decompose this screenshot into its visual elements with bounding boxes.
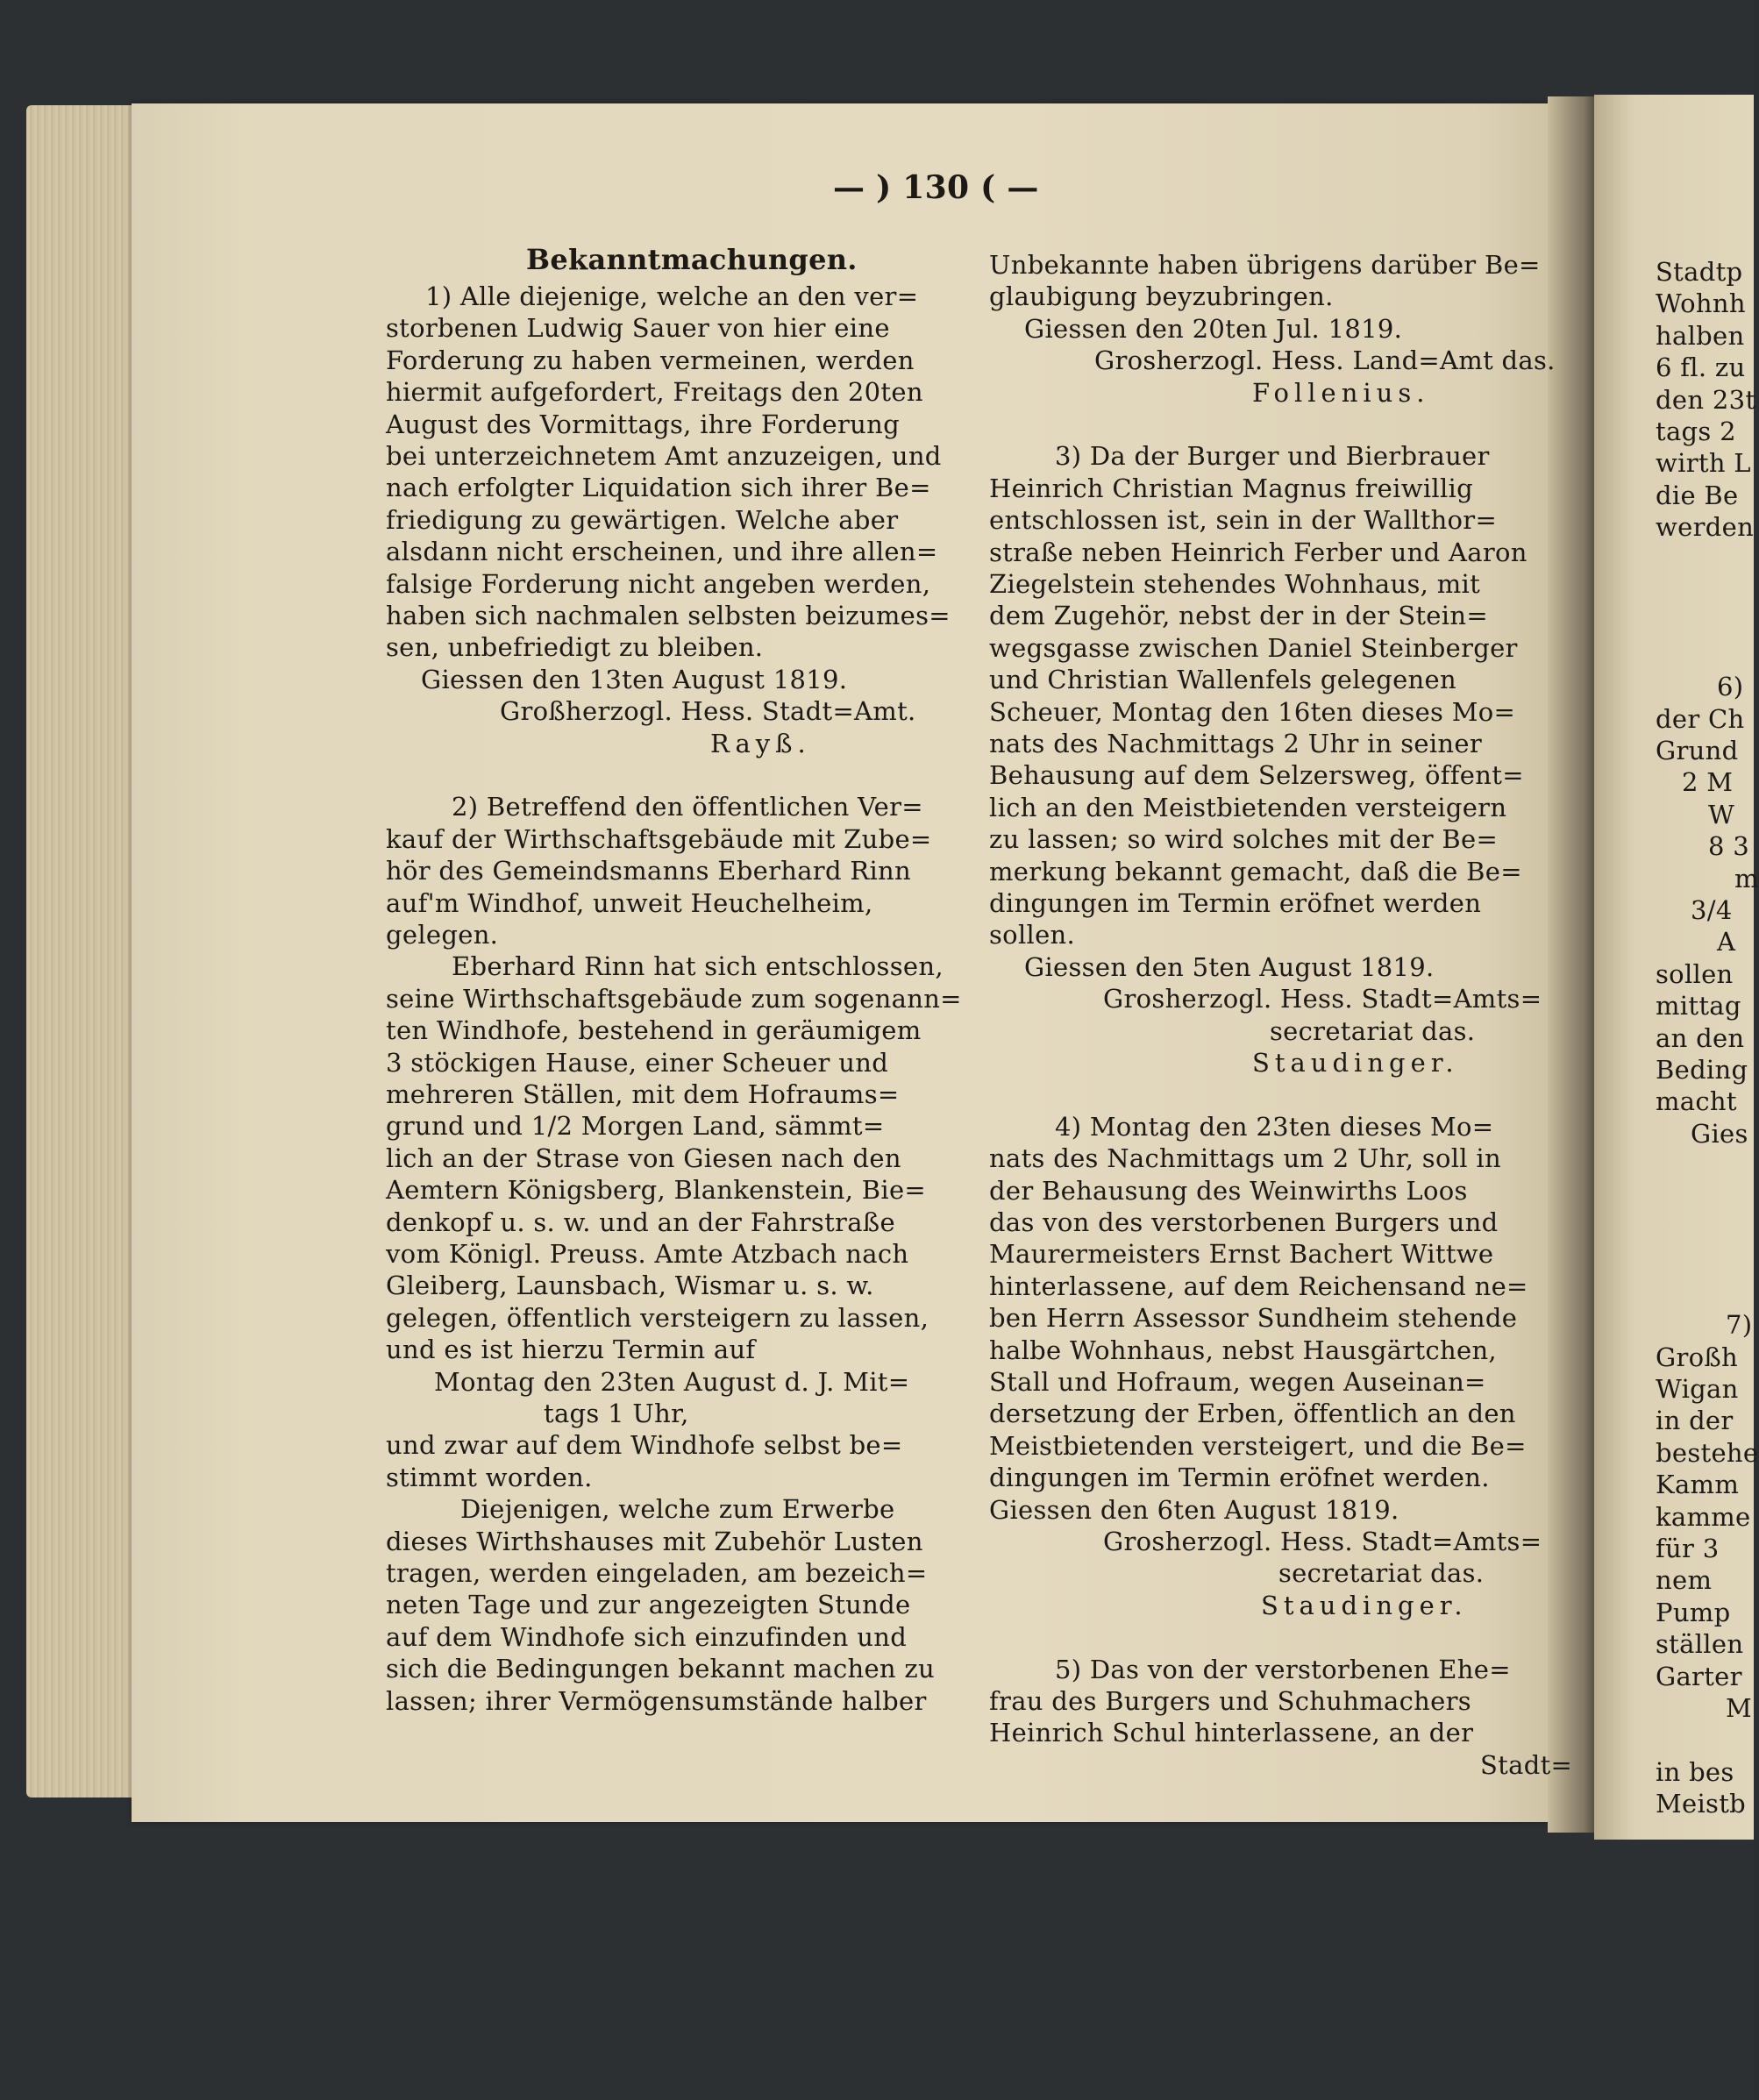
text-line: die Be [1656, 480, 1739, 510]
text-line: secretariat das. [1278, 1558, 1485, 1589]
section-heading: Bekanntmachungen. [526, 243, 858, 276]
text-line: den 23t [1656, 384, 1756, 415]
text-line: 6 fl. zu [1656, 352, 1746, 383]
text-line: Meistbietenden versteigert, und die Be= [989, 1430, 1527, 1461]
text-line: 8 3 [1708, 831, 1750, 862]
text-line: vom Königl. Preuss. Amte Atzbach nach [386, 1239, 909, 1269]
text-line: 3/4 [1691, 895, 1733, 925]
text-line: lich an den Meistbietenden versteigern [989, 792, 1507, 822]
text-line: denkopf u. s. w. und an der Fahrstraße [386, 1207, 895, 1237]
text-line: dersetzung der Erben, öffentlich an den [989, 1399, 1516, 1429]
text-line: kauf der Wirthschaftsgebäude mit Zube= [386, 823, 932, 854]
text-line: neten Tage und zur angezeigten Stunde [386, 1590, 911, 1620]
text-line: dem Zugehör, nebst der in der Stein= [989, 601, 1488, 631]
text-line: Heinrich Schul hinterlassene, an der [989, 1718, 1474, 1748]
text-line: 2 M [1682, 767, 1734, 798]
text-line: Garter [1656, 1661, 1742, 1691]
text-line: Pump [1656, 1597, 1731, 1627]
book-page-edges [26, 105, 149, 1797]
text-line: m [1734, 863, 1759, 893]
text-line: gelegen. [386, 920, 499, 950]
text-line: Diejenigen, welche zum Erwerbe [460, 1494, 895, 1525]
text-line: Grosherzogl. Hess. Land=Amt das. [1094, 345, 1556, 376]
text-line: Staudinger. [1261, 1590, 1468, 1620]
text-line: lassen; ihrer Vermögensumstände halber [386, 1685, 927, 1716]
text-line: kamme [1656, 1501, 1751, 1532]
text-line: Staudinger. [1252, 1048, 1459, 1078]
text-line: ten Windhofe, bestehend in geräumigem [386, 1015, 922, 1046]
text-line: Forderung zu haben vermeinen, werden [386, 345, 915, 375]
text-line: macht [1656, 1086, 1737, 1117]
page-number: — ) 130 ( — [833, 169, 1039, 206]
text-line: zu lassen; so wird solches mit der Be= [989, 824, 1499, 855]
text-line: in bes [1656, 1756, 1734, 1787]
text-line: mittag [1656, 991, 1741, 1022]
text-line: gelegen, öffentlich versteigern zu lassen, [386, 1302, 929, 1333]
text-line: an den [1656, 1022, 1745, 1053]
text-line: Maurermeisters Ernst Bachert Wittwe [989, 1239, 1494, 1270]
text-line: nats des Nachmittags 2 Uhr in seiner [989, 729, 1483, 758]
text-line: Rayß. [710, 728, 811, 758]
text-line: bestehe [1656, 1437, 1759, 1468]
text-line: Eberhard Rinn hat sich entschlossen, [452, 951, 944, 982]
text-line: lich an der Strase von Giesen nach den [386, 1143, 901, 1173]
text-line: ställen [1656, 1629, 1744, 1660]
text-line: Gleiberg, Launsbach, Wismar u. s. w. [386, 1271, 874, 1301]
text-line: sollen [1656, 958, 1734, 989]
text-line: entschlossen ist, sein in der Wallthor= [989, 505, 1498, 536]
text-line: und es ist hierzu Termin auf [386, 1335, 756, 1365]
text-line: Stall und Hofraum, wegen Auseinan= [989, 1367, 1486, 1397]
text-line: Wohnh [1656, 288, 1746, 319]
text-line: 2) Betreffend den öffentlichen Ver= [452, 792, 923, 822]
text-line: Giessen den 20ten Jul. 1819. [1024, 313, 1403, 344]
text-line: merkung bekannt gemacht, daß die Be= [989, 856, 1522, 886]
text-line: Scheuer, Montag den 16ten dieses Mo= [989, 696, 1516, 727]
text-line: halben [1656, 320, 1745, 351]
text-line: tragen, werden eingeladen, am bezeich= [386, 1558, 928, 1588]
text-line: August des Vormittags, ihre Forderung [386, 409, 900, 439]
text-line: der Ch [1656, 703, 1745, 734]
text-line: secretariat das. [1270, 1015, 1476, 1046]
text-line: für 3 [1656, 1534, 1720, 1563]
text-line: Giessen den 13ten August 1819. [421, 664, 848, 694]
text-line: Unbekannte haben übrigens darüber Be= [989, 250, 1541, 280]
text-line: 1) Alle diejenige, welche an den ver= [425, 281, 919, 311]
text-line: 5) Das von der verstorbenen Ehe= [1055, 1654, 1511, 1684]
text-line: grund und 1/2 Morgen Land, sämmt= [386, 1111, 885, 1142]
text-line: 3 stöckigen Hause, einer Scheuer und [386, 1047, 889, 1078]
text-line: mehreren Ställen, mit dem Hofraums= [386, 1079, 900, 1109]
text-line: storbenen Ludwig Sauer von hier eine [386, 313, 890, 344]
text-line: frau des Burgers und Schuhmachers [989, 1686, 1471, 1716]
text-line: Montag den 23ten August d. J. Mit= [434, 1366, 910, 1397]
text-line: dieses Wirthshauses mit Zubehör Lusten [386, 1526, 923, 1556]
text-line: Großherzogl. Hess. Stadt=Amt. [500, 696, 916, 727]
text-line: nach erfolgter Liquidation sich ihrer Be= [386, 473, 931, 503]
text-line: Follenius. [1252, 377, 1430, 408]
text-line: 7) [1726, 1310, 1753, 1341]
text-line: auf dem Windhofe sich einzufinden und [386, 1621, 908, 1652]
text-line: Gies [1691, 1118, 1748, 1149]
text-line: Giessen den 6ten August 1819. [989, 1494, 1399, 1525]
text-line: und zwar auf dem Windhofe selbst be= [386, 1430, 903, 1461]
text-line: nats des Nachmittags um 2 Uhr, soll in [989, 1143, 1501, 1174]
text-line: tags 1 Uhr, [544, 1399, 689, 1428]
text-line: A [1717, 927, 1736, 957]
text-line: 4) Montag den 23ten dieses Mo= [1055, 1111, 1494, 1142]
text-line: tags 2 [1656, 416, 1736, 446]
text-line: in der [1656, 1406, 1734, 1436]
text-line: Giessen den 5ten August 1819. [1024, 951, 1435, 982]
text-line: Grosherzogl. Hess. Stadt=Amts= [1103, 1527, 1542, 1556]
text-line: stimmt worden. [386, 1462, 593, 1492]
text-line: wegsgasse zwischen Daniel Steinberger [989, 632, 1518, 663]
text-line: Aemtern Königsberg, Blankenstein, Bie= [386, 1175, 927, 1206]
text-line: halbe Wohnhaus, nebst Hausgärtchen, [989, 1335, 1497, 1365]
text-line: Behausung auf dem Selzersweg, öffent= [989, 760, 1524, 791]
text-line: Grosherzogl. Hess. Stadt=Amts= [1103, 984, 1542, 1014]
text-line: M [1726, 1693, 1752, 1723]
text-line: falsige Forderung nicht angeben werden, [386, 568, 931, 599]
book-gutter [1548, 96, 1600, 1833]
text-line: glaubigung beyzubringen. [989, 281, 1334, 312]
text-line: Großh [1656, 1342, 1739, 1372]
text-line: seine Wirthschaftsgebäude zum sogenann= [386, 983, 962, 1014]
text-line: haben sich nachmalen selbsten beizumes= [386, 601, 951, 630]
text-line: Kamm [1656, 1470, 1740, 1500]
text-line: werden [1656, 512, 1755, 543]
text-line: 3) Da der Burger und Bierbrauer [1055, 441, 1490, 472]
text-line: Grund [1656, 736, 1739, 765]
text-line: sollen. [989, 920, 1076, 950]
text-line: nem [1656, 1565, 1713, 1596]
text-line: hinterlassene, auf dem Reichensand ne= [989, 1271, 1528, 1301]
text-line: straße neben Heinrich Ferber und Aaron [989, 537, 1528, 567]
text-line: Stadt= [1480, 1749, 1573, 1780]
text-line: Beding [1656, 1055, 1748, 1085]
text-line: W [1708, 799, 1735, 829]
text-line: wirth L [1656, 448, 1751, 479]
text-line: dingungen im Termin eröfnet werden [989, 888, 1482, 918]
text-line: sen, unbefriedigt zu bleiben. [386, 632, 764, 663]
text-line: sich die Bedingungen bekannt machen zu [386, 1654, 935, 1684]
text-line: Wigan [1656, 1374, 1739, 1404]
text-line: Heinrich Christian Magnus freiwillig [989, 473, 1474, 503]
text-line: Stadtp [1656, 257, 1743, 287]
text-line: 6) [1717, 672, 1744, 702]
text-line: alsdann nicht erscheinen, und ihre allen= [386, 537, 938, 567]
text-line: hör des Gemeindsmanns Eberhard Rinn [386, 856, 912, 886]
text-line: das von des verstorbenen Burgers und [989, 1207, 1499, 1237]
text-line: und Christian Wallenfels gelegenen [989, 665, 1456, 695]
text-line: auf'm Windhof, unweit Heuchelheim, [386, 887, 873, 918]
text-line: der Behausung des Weinwirths Loos [989, 1175, 1468, 1206]
text-line: Meistb [1656, 1789, 1747, 1819]
text-line: ben Herrn Assessor Sundheim stehende [989, 1303, 1518, 1334]
text-line: Ziegelstein stehendes Wohnhaus, mit [989, 569, 1481, 599]
text-line: friedigung zu gewärtigen. Welche aber [386, 504, 899, 535]
text-line: bei unterzeichnetem Amt anzuzeigen, und [386, 441, 942, 471]
text-line: hiermit aufgefordert, Freitags den 20ten [386, 377, 923, 408]
text-line: dingungen im Termin eröfnet werden. [989, 1463, 1490, 1493]
